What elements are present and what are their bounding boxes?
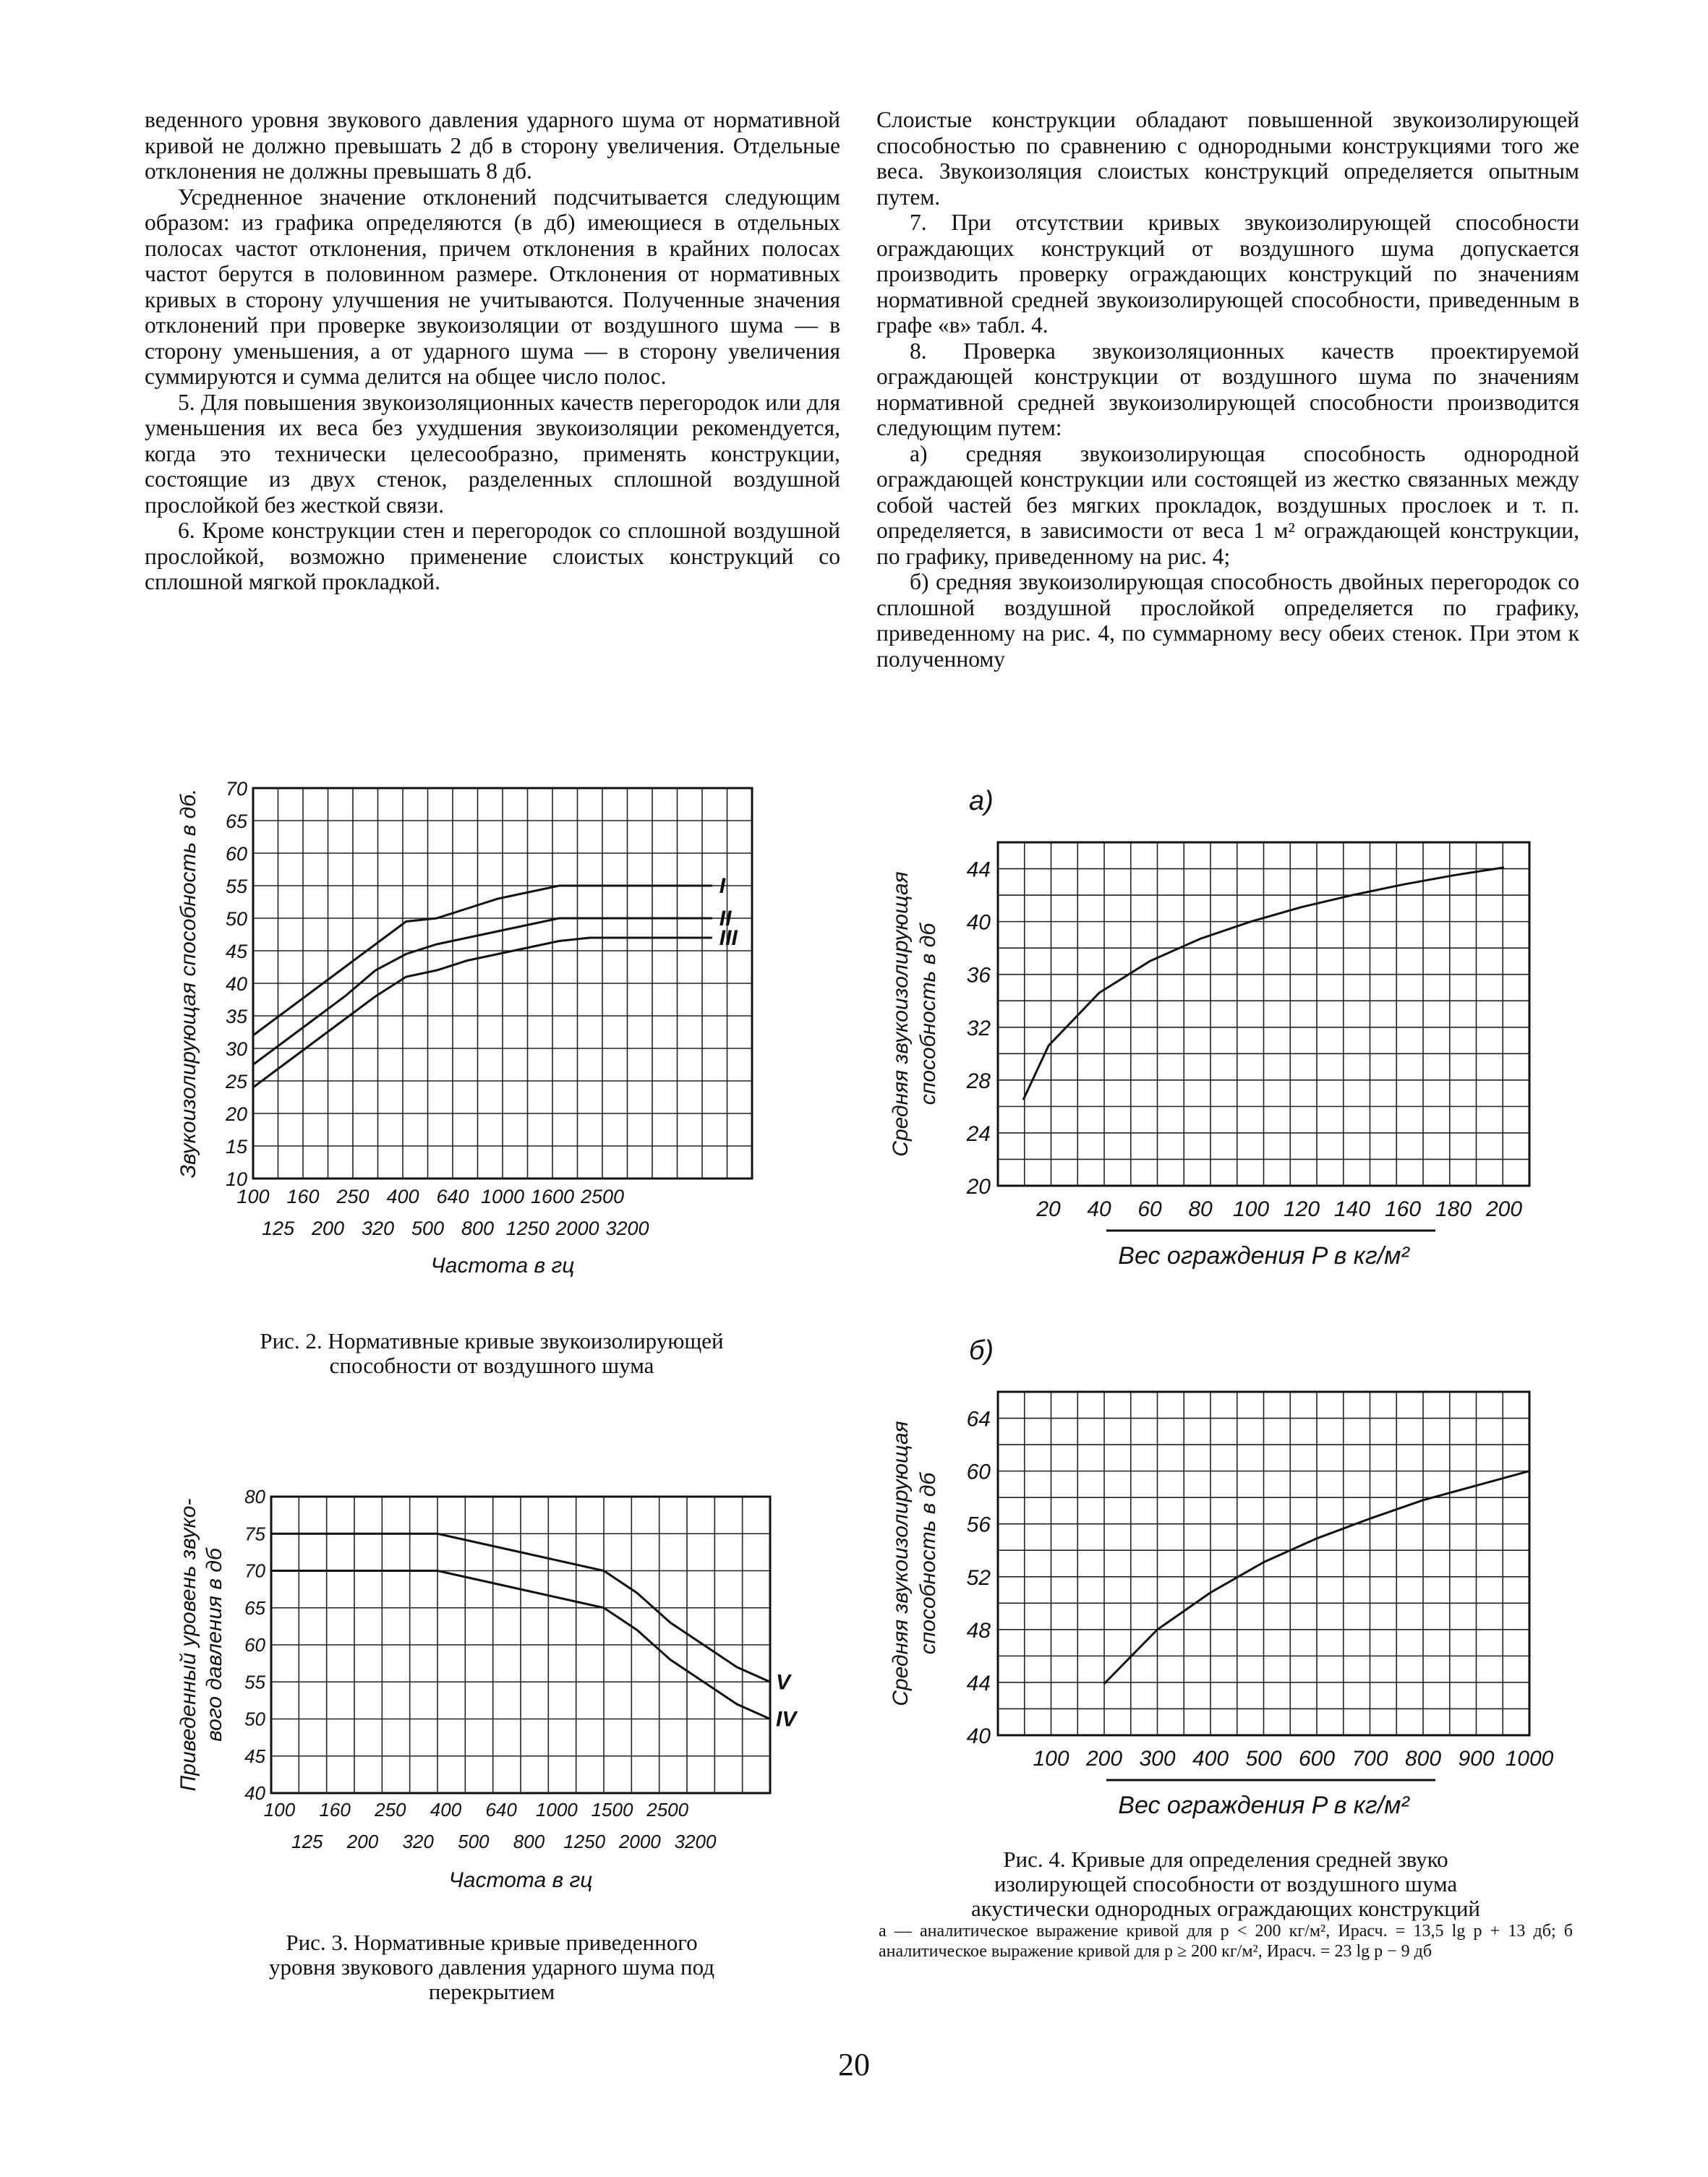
caption-line: перекрытием [428,1979,555,2004]
x-tick-label: 125 [291,1831,323,1852]
series-label: V [776,1670,791,1695]
x-tick-label: 20 [1036,1197,1061,1221]
x-tick-label: 100 [236,1186,270,1207]
x-tick-label: 200 [1485,1197,1523,1221]
caption-line: Рис. 2. Нормативные кривые звукоизолирующей [260,1328,724,1353]
fig2-caption [166,1329,817,1378]
figure-3 [166,1489,817,1920]
caption-line: Рис. 4. Кривые для определения средней звуко [1003,1847,1448,1872]
y-tick-label: 20 [966,1175,991,1199]
x-tick-label: 1000 [1505,1747,1554,1771]
x-tick-label: 120 [1283,1197,1320,1221]
y-tick-label: 64 [966,1407,991,1432]
y-tick-label: 55 [244,1671,265,1693]
x-tick-label: 200 [1085,1747,1123,1771]
y-tick-label: 60 [225,843,247,865]
fig3-chart [166,1489,817,1916]
paragraph: 6. Кроме конструкции стен и перегородок со сплошной воздушной прослойкой, возможно применение слоистых конструкций со сплошной мягкой прокладкой. [145,518,840,594]
fig3-caption [145,1930,839,2004]
paragraph: Усредненное значение отклонений подсчитывается следующим образом: из графика определяются (в дб) имеющиеся в отдельных полосах частот отклонения, причем отклонения в крайних полосах частот берутся в половинном размере. Отклонения от нормативных кривых в сторону улучшения не учитываются. Полученные значения отклонений при проверке звукоизоляции от воздушного шума — в сторону уменьшения, а от ударного шума — в сторону увеличения суммируются и сумма делится на общее число полос. [145,184,840,389]
x-tick-label: 250 [375,1799,406,1821]
x-tick-label: 400 [1192,1747,1229,1771]
x-tick-label: 2000 [555,1218,599,1239]
figure-4a [879,774,1573,1283]
x-tick-label: 60 [1137,1197,1162,1221]
caption-line: уровня звукового давления ударного шума под [268,1954,715,1980]
y-axis-label: способность в дб [916,1472,940,1655]
figure-4b [879,1323,1573,1833]
y-tick-label: 35 [225,1006,247,1027]
x-tick-label: 250 [336,1186,370,1207]
paragraph: 5. Для повышения звукоизоляционных качеств перегородок или для уменьшения их веса без ухудшения звукоизоляции рекомендуется, когда это технически целесообразно, применять конструкции, состоящие из двух стенок, разделенных сплошной воздушной прослойкой без жесткой связи. [145,389,840,518]
y-axis-label: способность в дб [916,923,940,1105]
x-tick-label: 40 [1087,1197,1111,1221]
y-tick-label: 50 [225,908,247,930]
x-tick-label: 100 [1033,1747,1069,1771]
series-label: III [719,926,738,950]
y-tick-label: 10 [225,1168,247,1190]
x-tick-label: 3200 [674,1831,717,1852]
page-number: 20 [838,2047,870,2082]
x-tick-label: 900 [1458,1747,1495,1771]
panel-label: а) [969,786,994,816]
caption-line: способности от воздушного шума [329,1353,654,1378]
x-tick-label: 1250 [563,1831,606,1852]
y-tick-label: 40 [244,1782,265,1804]
y-tick-label: 50 [244,1708,265,1730]
y-tick-label: 56 [966,1513,991,1537]
y-tick-label: 44 [966,1671,991,1695]
y-axis-label: Средняя звукоизолирующая [889,1421,913,1706]
x-tick-label: 640 [485,1799,517,1821]
y-tick-label: 15 [225,1136,247,1158]
x-tick-label: 140 [1333,1197,1371,1221]
fig4-caption [879,1847,1573,1962]
caption-formula: а — аналитическое выражение кривой для p < 200 кг/м², Ирасч. = 13,5 lg p + 13 дб; б аналитическое выражение кривой для p ≥ 200 кг/м², Ирасч. = 23 lg p − 9 дб [879,1922,1573,1961]
x-tick-label: 300 [1139,1747,1176,1771]
x-tick-label: 2500 [646,1799,689,1821]
y-tick-label: 40 [225,973,247,995]
x-tick-label: 1600 [530,1186,575,1207]
x-tick-label: 320 [402,1831,434,1852]
y-axis-label: вого давления в дб [202,1548,226,1742]
x-tick-label: 3200 [605,1218,649,1239]
y-tick-label: 60 [966,1460,991,1484]
y-tick-label: 80 [244,1489,265,1507]
y-tick-label: 65 [244,1596,265,1619]
fig4a-chart [879,774,1573,1280]
x-tick-label: 160 [319,1799,351,1821]
y-axis-label: Средняя звукоизолирующая [889,871,913,1157]
x-tick-label: 500 [458,1831,490,1852]
y-tick-label: 75 [244,1523,265,1545]
y-tick-label: 55 [225,876,247,897]
panel-label: б) [969,1335,994,1366]
x-tick-label: 800 [513,1831,545,1852]
x-tick-label: 2500 [580,1186,625,1207]
y-tick-label: 65 [225,811,247,832]
x-tick-label: 160 [1384,1197,1422,1221]
y-tick-label: 70 [244,1560,265,1582]
x-tick-label: 100 [263,1799,296,1821]
fig4b-chart [879,1323,1573,1829]
y-tick-label: 20 [225,1103,247,1125]
series-label: I [719,874,726,898]
y-tick-label: 52 [966,1565,991,1590]
y-tick-label: 32 [966,1016,991,1040]
x-axis-label: Вес ограждения P в кг/м² [1118,1242,1409,1270]
caption-line: Рис. 3. Нормативные кривые приведенного [286,1930,698,1955]
caption-line: изолирующей способности от воздушного шума [994,1871,1458,1896]
x-tick-label: 1000 [535,1799,578,1821]
x-tick-label: 500 [1245,1747,1282,1771]
y-tick-label: 28 [966,1069,991,1093]
series-line-II [253,918,712,1065]
x-tick-label: 2000 [618,1831,661,1852]
x-tick-label: 1000 [480,1186,525,1207]
fig2-chart [166,774,817,1294]
paragraph: Слоистые конструкции обладают повышенной звукоизолирующей способностью по сравнению с однородными конструкциями того же веса. Звукоизоляция слоистых конструкций определяется опытным путем. [876,107,1579,210]
x-tick-label: 800 [1404,1747,1442,1771]
y-tick-label: 60 [244,1634,265,1656]
x-tick-label: 600 [1298,1747,1336,1771]
paragraph: 7. При отсутствии кривых звукоизолирующей способности ограждающих конструкций от воздушного шума допускается производить проверку ограждающих конструкций по значениям нормативной средней звукоизолирующей способности, приведенным в графе «в» табл. 4. [876,210,1579,338]
y-tick-label: 44 [966,857,991,882]
y-tick-label: 24 [966,1121,991,1146]
caption-line: акустически однородных ограждающих конструкций [970,1896,1481,1921]
paragraph: 8. Проверка звукоизоляционных качеств проектируемой ограждающей конструкции от воздушного шума по значениям нормативной средней звукоизолирующей способности производится следующим путем: [876,338,1579,440]
figure-2 [166,774,817,1298]
y-axis-label: Приведенный уровень звуко- [176,1498,200,1792]
x-tick-label: 160 [286,1186,320,1207]
paragraph: а) средняя звукоизолирующая способность однородной ограждающей конструкции или состоящей из жестко связанных между собой частей без мягких прокладок, воздушных прослоек и т. п. определяется, в зависимости от веса 1 м² ограждающей конструкции, по графику, приведенному на рис. 4; [876,440,1579,569]
x-tick-label: 640 [436,1186,469,1207]
x-axis-label: Частота в гц [430,1254,575,1278]
x-tick-label: 80 [1188,1197,1213,1221]
x-tick-label: 400 [430,1799,462,1821]
y-tick-label: 40 [966,1724,991,1748]
x-tick-label: 1500 [591,1799,633,1821]
paragraph: веденного уровня звукового давления ударного шума от нормативной кривой не должно превышать 2 дб в сторону увеличения. Отдельные отклонения не должны превышать 8 дб. [145,107,840,184]
x-tick-label: 500 [411,1218,445,1239]
right-text-column [876,107,1579,672]
x-tick-label: 400 [386,1186,419,1207]
x-tick-label: 180 [1435,1197,1472,1221]
y-tick-label: 36 [966,963,991,988]
left-text-column [145,107,840,595]
y-tick-label: 45 [225,941,247,962]
y-axis-label: Звукоизолирующая способность в дб. [176,788,200,1179]
paragraph: б) средняя звукоизолирующая способность двойных перегородок со сплошной воздушной прослойкой определяется по графику, приведенному на рис. 4, по суммарному весу обеих стенок. При этом к полученному [876,569,1579,672]
x-axis-label: Вес ограждения P в кг/м² [1118,1792,1409,1819]
y-tick-label: 70 [225,778,247,800]
x-axis-label: Частота в гц [448,1868,593,1892]
series-label: IV [776,1707,797,1732]
y-tick-label: 48 [966,1618,991,1643]
x-tick-label: 100 [1232,1197,1270,1221]
x-tick-label: 125 [261,1218,295,1239]
series-label: II [719,907,732,931]
y-tick-label: 25 [225,1071,247,1092]
x-tick-label: 200 [311,1218,345,1239]
x-tick-label: 320 [361,1218,395,1239]
x-tick-label: 200 [346,1831,379,1852]
x-tick-label: 800 [461,1218,495,1239]
x-tick-label: 700 [1352,1747,1388,1771]
y-tick-label: 40 [966,910,991,935]
x-tick-label: 1250 [505,1218,550,1239]
y-tick-label: 30 [225,1038,247,1060]
y-tick-label: 45 [244,1745,265,1767]
